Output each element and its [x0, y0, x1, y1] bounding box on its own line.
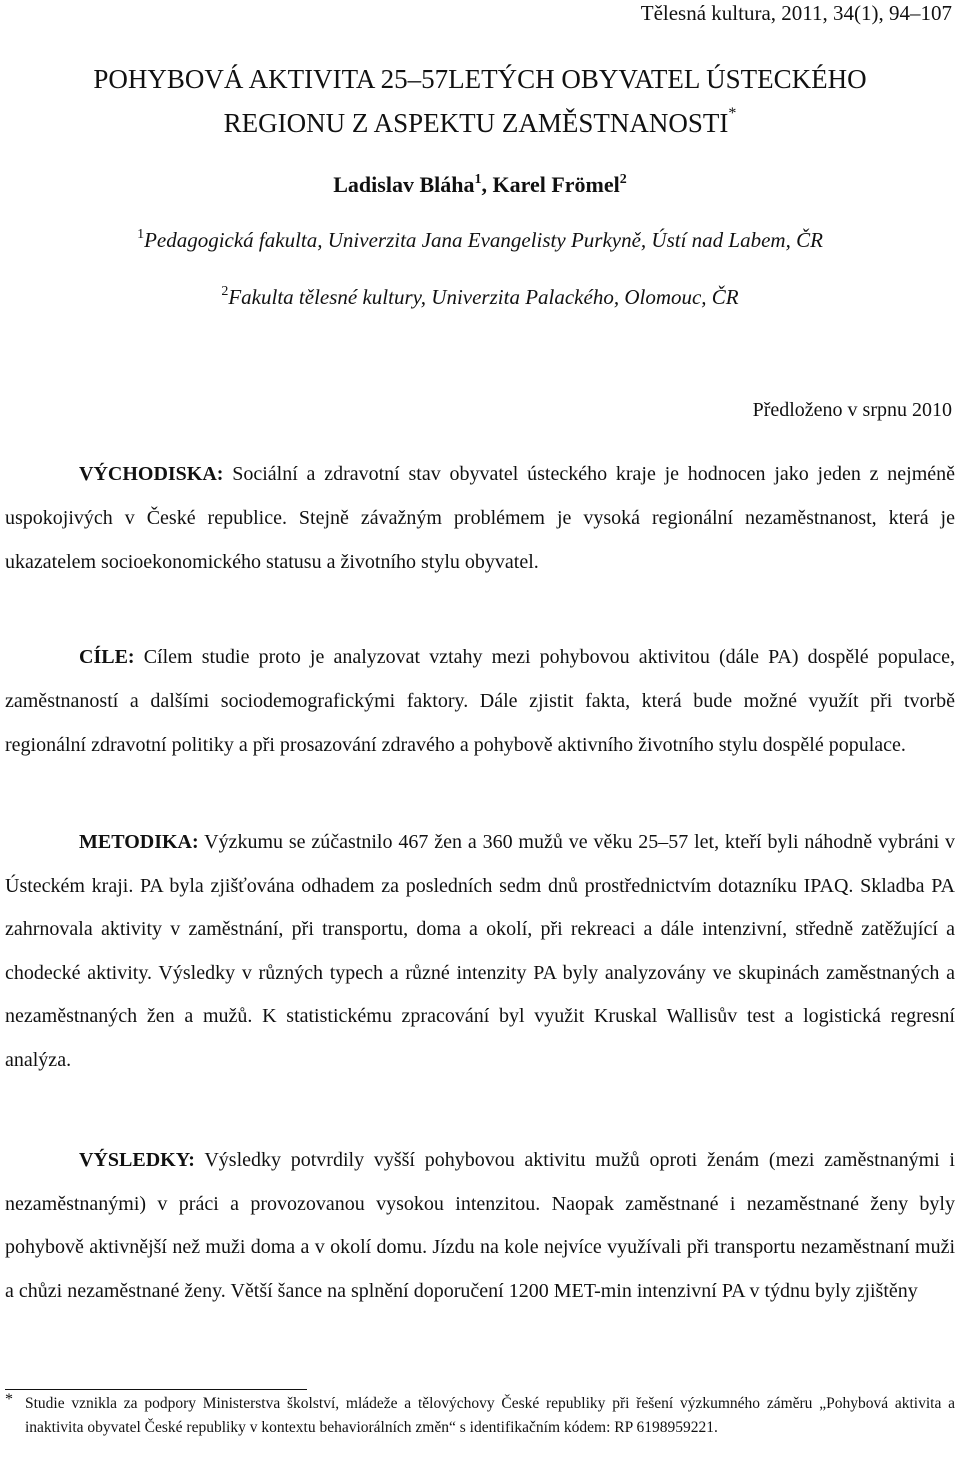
author-1-affiliation: 1: [474, 172, 482, 187]
submission-date: Předloženo v srpnu 2010: [752, 399, 952, 421]
author-2-affiliation: 2: [619, 172, 627, 187]
journal-citation: Tělesná kultura, 2011, 34(1), 94–107: [640, 1, 952, 25]
background-text: Sociální a zdravotní stav obyvatel ústeckého kraje je hodnocen jako jeden z nejméně uspokojivých v České republice. Stejně závažným problémem je vysoká regionální nezaměstnanost, která je ukazatelem socioekonomického statusu a životního stylu obyvatel.: [5, 463, 955, 573]
objectives-heading: CÍLE:: [79, 646, 135, 668]
affiliation-1-text: Pedagogická fakulta, Univerzita Jana Evangelisty Purkyně, Ústí nad Labem, ČR: [144, 228, 823, 252]
footnote-mark: *: [5, 1391, 13, 1408]
methods-text: Výzkumu se zúčastnilo 467 žen a 360 mužů ve věku 25–57 let, kteří byli náhodně vybráni v Ústeckém kraji. PA byla zjišťována odhadem za posledních sedm dnů prostřednictvím dotazníku IPAQ. Skladba PA zahrnovala aktivity v zaměstnání, při transportu, doma a okolí, při rekreaci a dále intenzivní, středně zatěžující a chodecké aktivity. Výsledky v různých typech a různé intenzity PA byly analyzovány ve skupinách zaměstnaných a nezaměstnaných žen a mužů. K statistickému zpracování byl využit Kruskal Wallisův test a logistická regresní analýza.: [5, 831, 955, 1071]
affiliation-2: [0, 282, 960, 312]
affiliation-2-text: Fakulta tělesné kultury, Univerzita Palackého, Olomouc, ČR: [228, 285, 739, 309]
results-heading: VÝSLEDKY:: [79, 1149, 195, 1171]
author-1: Ladislav Bláha: [333, 172, 475, 197]
methods-heading: METODIKA:: [79, 831, 199, 853]
footnote: [5, 1392, 955, 1440]
affiliation-2-number: 2: [221, 284, 229, 299]
background-heading: VÝCHODISKA:: [79, 463, 224, 485]
abstract-background: [5, 452, 955, 584]
author-separator: ,: [481, 172, 493, 197]
affiliation-1: [0, 225, 960, 255]
affiliation-1-number: 1: [137, 227, 145, 242]
abstract-results: [5, 1139, 955, 1313]
author-list: [0, 170, 960, 200]
article-title: [0, 57, 960, 145]
footnote-text: Studie vznikla za podpory Ministerstva školství, mládeže a tělovýchovy České republiky při řešení výzkumného záměru „Pohybová aktivita a inaktivita obyvatel České republiky v kontextu behaviorálních změn“ s identifikačním kódem: RP 6198959221.: [25, 1395, 955, 1436]
footnote-divider: [5, 1389, 307, 1390]
abstract-objectives: [5, 635, 955, 767]
title-line-1: POHYBOVÁ AKTIVITA 25–57LETÝCH OBYVATEL ÚSTECKÉHO: [93, 64, 867, 94]
author-2: Karel Frömel: [492, 172, 620, 197]
title-line-2: REGIONU Z ASPEKTU ZAMĚSTNANOSTI: [223, 108, 729, 138]
objectives-text: Cílem studie proto je analyzovat vztahy mezi pohybovou aktivitou (dále PA) dospělé populace, zaměstnaností a dalšími sociodemografickými faktory. Dále zjistit fakta, která bude možné využít při tvorbě regionální zdravotní politiky a při prosazování zdravého a pohybově aktivního životního stylu dospělé populace.: [5, 646, 955, 756]
title-footnote-mark: *: [728, 105, 737, 122]
results-text: Výsledky potvrdily vyšší pohybovou aktivitu mužů oproti ženám (mezi zaměstnanými i nezaměstnanými) v práci a provozovanou vysokou intenzitou. Naopak zaměstnané i nezaměstnané ženy byly pohybově aktivnější než muži doma a v okolí domu. Jízdu na kole nejvíce využívali při transportu nezaměstnaní muži a chůzi nezaměstnané ženy. Větší šance na splnění doporučení 1200 MET-min intenzivní PA v týdnu byly zjištěny: [5, 1149, 955, 1302]
abstract-methods: [5, 821, 955, 1083]
